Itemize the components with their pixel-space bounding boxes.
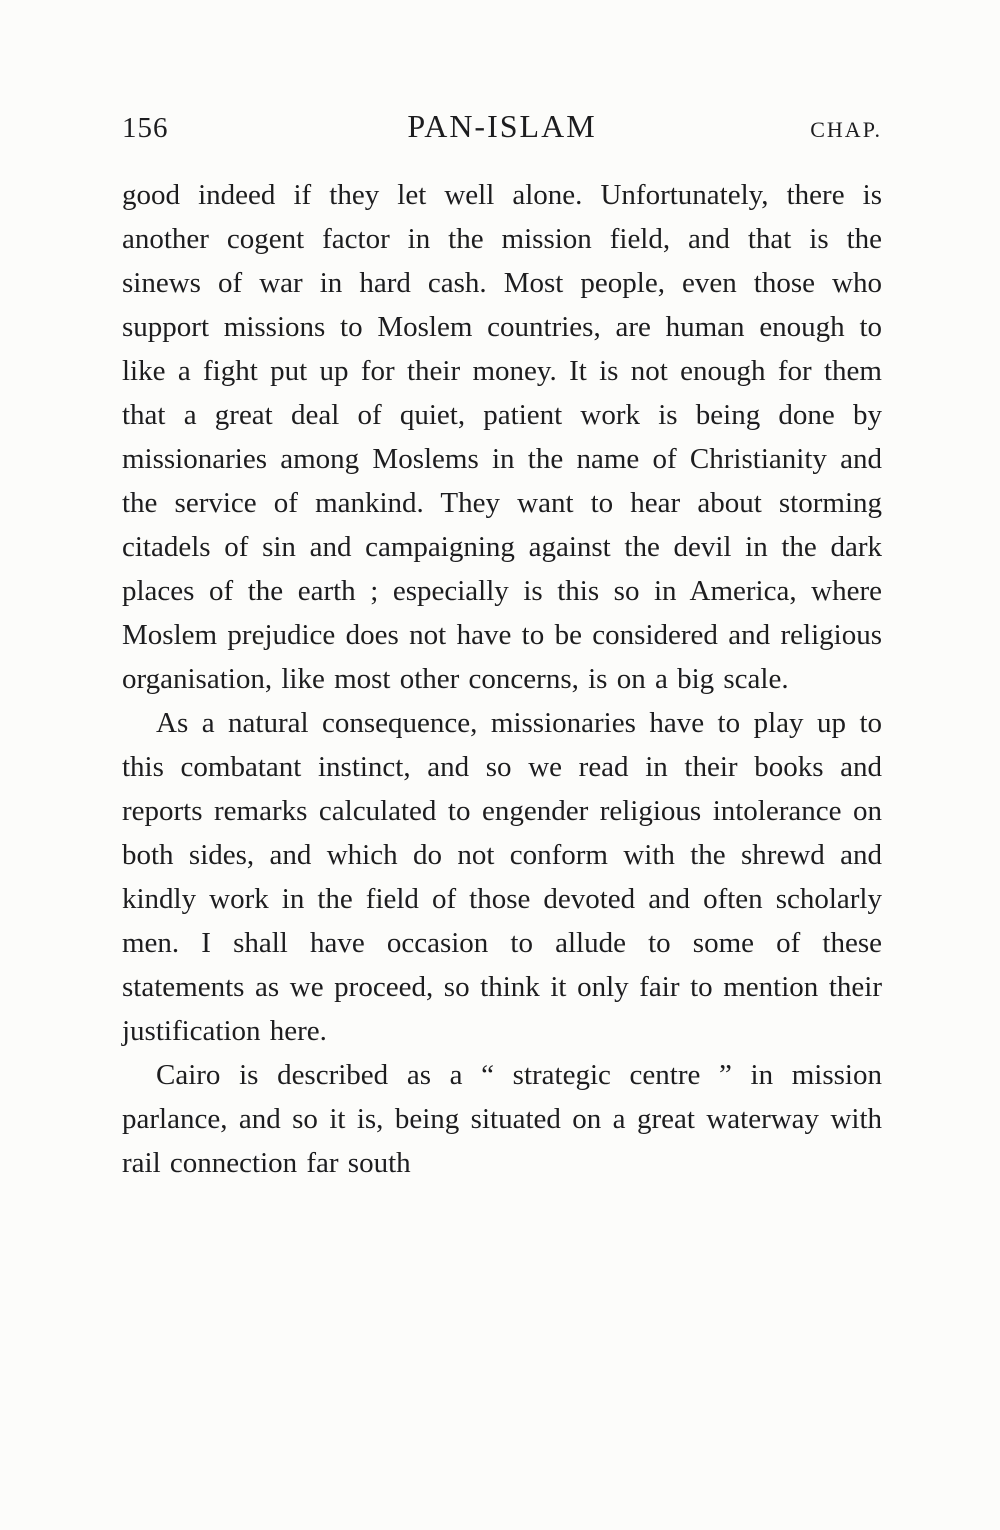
page-title: PAN-ISLAM: [407, 108, 597, 144]
paragraph: As a natural consequence, missionaries have to play up to this combatant instinct, and so we read in their books and reports remarks calculated to engender religious intolerance on both sides, and which do not conform with the shrewd and kindly work in the field of those devoted and often scholarly men. I shall have occasion to allude to some of these statements as we proceed, so think it only fair to mention their justification here.: [122, 707, 882, 1047]
paragraph: Cairo is described as a “ strategic centre ” in mission parlance, and so it is, being situated on a great waterway with rail connection far south: [122, 1059, 882, 1179]
page-number: 156: [122, 112, 169, 144]
chapter-label: CHAP.: [810, 117, 882, 142]
page-header: [122, 108, 882, 145]
paragraph: good indeed if they let well alone. Unfortunately, there is another cogent factor in the mission field, and that is the sinews of war in hard cash. Most people, even those who support missions to Moslem countries, are human enough to like a fight put up for their money. It is not enough for them that a great deal of quiet, patient work is being done by missionaries among Moslems in the name of Christianity and the service of mankind. They want to hear about storming citadels of sin and campaigning against the devil in the dark places of the earth ; especially is this so in America, where Moslem prejudice does not have to be considered and religious organisation, like most other concerns, is on a big scale.: [122, 179, 882, 695]
page-body: [122, 173, 882, 1185]
